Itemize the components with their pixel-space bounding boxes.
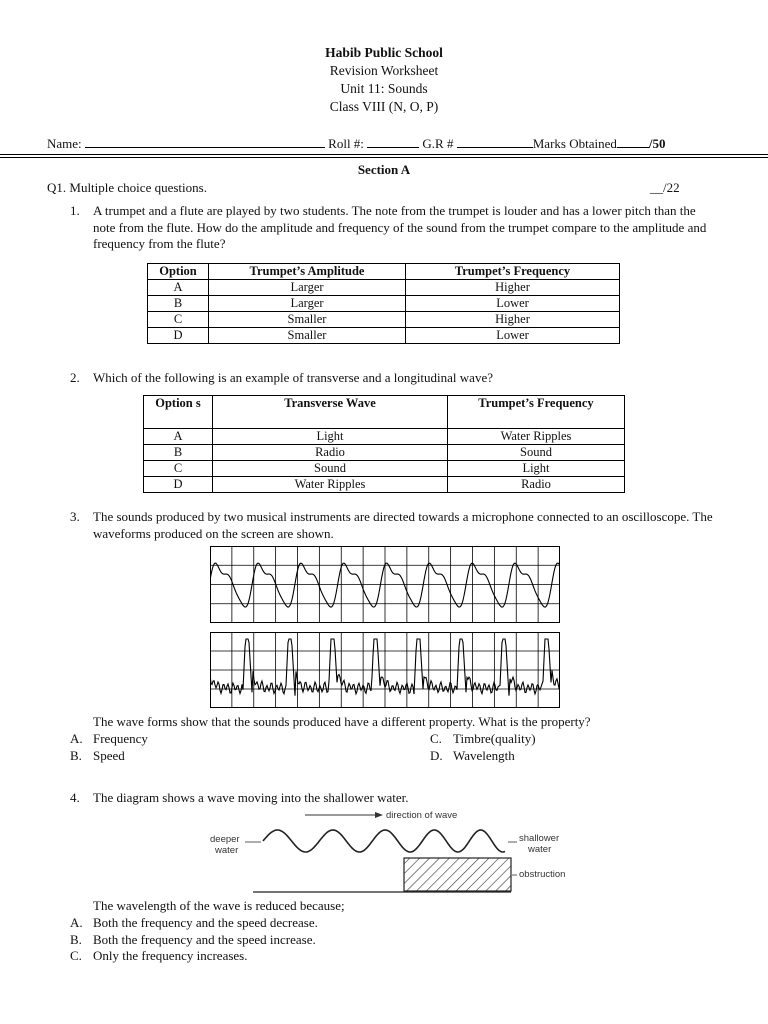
table-cell: Water Ripples: [213, 477, 448, 493]
table-cell: D: [144, 477, 213, 493]
table-header: Option s: [144, 396, 213, 429]
q3-option-a-letter[interactable]: A.: [70, 731, 83, 746]
worksheet-title: Revision Worksheet: [329, 63, 439, 78]
marks-blank: [617, 135, 649, 148]
roll-label: Roll #:: [328, 136, 368, 151]
table-cell: Radio: [448, 477, 625, 493]
direction-label: direction of wave: [386, 810, 458, 821]
table-cell: Sound: [448, 445, 625, 461]
table-header: Trumpet’s Amplitude: [209, 264, 406, 280]
table-cell: Lower: [406, 296, 620, 312]
screen-grid: [210, 546, 560, 623]
deeper-label: deeper: [210, 834, 240, 845]
table-cell: Sound: [213, 461, 448, 477]
q3-option-b-letter[interactable]: B.: [70, 748, 82, 763]
name-label: Name:: [47, 136, 85, 151]
table-cell: B: [148, 296, 209, 312]
gr-label: G.R #: [422, 136, 457, 151]
q4-option-a-letter[interactable]: A.: [70, 915, 83, 930]
wave-diagram: [205, 805, 580, 895]
class-title: Class VIII (N, O, P): [329, 99, 439, 114]
table-cell: Higher: [406, 312, 620, 328]
q3-text: The sounds produced by two musical instruments are directed towards a microphone connected to an oscilloscope. The waveforms produced on the screen are shown.: [93, 509, 713, 541]
table-cell: Radio: [213, 445, 448, 461]
oscilloscope-waveforms: [210, 546, 560, 708]
q4-number: 4.: [70, 790, 80, 805]
q4-option-c[interactable]: Only the frequency increases.: [93, 948, 248, 963]
q4-option-a[interactable]: Both the frequency and the speed decrease.: [93, 915, 318, 930]
table-header: Trumpet’s Frequency: [448, 396, 625, 429]
q1-text: A trumpet and a flute are played by two students. The note from the trumpet is louder and has a lower pitch than the note from the flute. How do the amplitude and frequency of the sound from the trumpet compare to the amplitude and frequency from the flute?: [93, 203, 707, 251]
table-cell: Smaller: [209, 328, 406, 344]
divider-bottom: [0, 157, 768, 158]
table-header-row: [144, 396, 625, 429]
oscilloscope-screen-1: [210, 546, 560, 623]
table-row: [148, 328, 620, 344]
q4-option-b-letter[interactable]: B.: [70, 932, 82, 947]
q1-score: __/22: [650, 180, 680, 195]
table-row: [144, 461, 625, 477]
oscilloscope-screen-2: [210, 632, 560, 708]
q3-option-b[interactable]: Speed: [93, 748, 125, 763]
q3-number: 3.: [70, 509, 80, 524]
divider-top: [0, 154, 768, 155]
roll-blank: [367, 135, 419, 148]
table-header: Transverse Wave: [213, 396, 448, 429]
table-cell: Lower: [406, 328, 620, 344]
deeper-label-2: water: [215, 845, 239, 856]
obstruction-block: [404, 858, 511, 891]
q1-label: Q1. Multiple choice questions.: [47, 180, 207, 195]
table-header-row: [148, 264, 620, 280]
table-row: [144, 477, 625, 493]
table-cell: Smaller: [209, 312, 406, 328]
q3-option-d[interactable]: Wavelength: [453, 748, 515, 763]
q3-prompt: The wave forms show that the sounds produced have a different property. What is the property?: [93, 714, 591, 729]
table-cell: D: [148, 328, 209, 344]
q1-number: 1.: [70, 203, 80, 218]
gr-blank: [457, 135, 533, 148]
table-cell: Light: [213, 429, 448, 445]
q2-text: Which of the following is an example of transverse and a longitudinal wave?: [93, 370, 493, 385]
q4-option-b[interactable]: Both the frequency and the speed increase.: [93, 932, 316, 947]
shallower-label-2: water: [528, 844, 552, 855]
q2-table: [143, 395, 625, 493]
table-cell: C: [148, 312, 209, 328]
table-cell: Larger: [209, 296, 406, 312]
obstruction-label: obstruction: [519, 869, 566, 880]
table-cell: Larger: [209, 280, 406, 296]
table-cell: Water Ripples: [448, 429, 625, 445]
q3-option-d-letter[interactable]: D.: [430, 748, 443, 763]
q3-option-c-letter[interactable]: C.: [430, 731, 442, 746]
info-line: [47, 135, 727, 152]
q2-number: 2.: [70, 370, 80, 385]
school-name: Habib Public School: [325, 45, 443, 60]
water-wave: [263, 830, 505, 852]
shallower-label: shallower: [519, 833, 560, 844]
q3-option-a[interactable]: Frequency: [93, 731, 148, 746]
table-header: Option: [148, 264, 209, 280]
table-cell: C: [144, 461, 213, 477]
table-cell: A: [148, 280, 209, 296]
table-row: [144, 445, 625, 461]
q1-table: [147, 263, 620, 344]
q4-option-c-letter[interactable]: C.: [70, 948, 82, 963]
table-cell: Light: [448, 461, 625, 477]
table-cell: B: [144, 445, 213, 461]
marks-total: /50: [648, 136, 666, 151]
section-title: Section A: [357, 162, 411, 177]
table-row: [148, 280, 620, 296]
q3-option-c[interactable]: Timbre(quality): [453, 731, 536, 746]
direction-arrow: [305, 812, 383, 818]
q4-text: The diagram shows a wave moving into the shallower water.: [93, 790, 409, 805]
table-row: [148, 296, 620, 312]
name-blank: [85, 135, 325, 148]
marks-label: Marks Obtained: [532, 136, 617, 151]
unit-title: Unit 11: Sounds: [340, 81, 428, 96]
q4-prompt: The wavelength of the wave is reduced because;: [93, 898, 345, 913]
table-row: [148, 312, 620, 328]
table-row: [144, 429, 625, 445]
table-cell: A: [144, 429, 213, 445]
table-cell: Higher: [406, 280, 620, 296]
table-header: Trumpet’s Frequency: [406, 264, 620, 280]
